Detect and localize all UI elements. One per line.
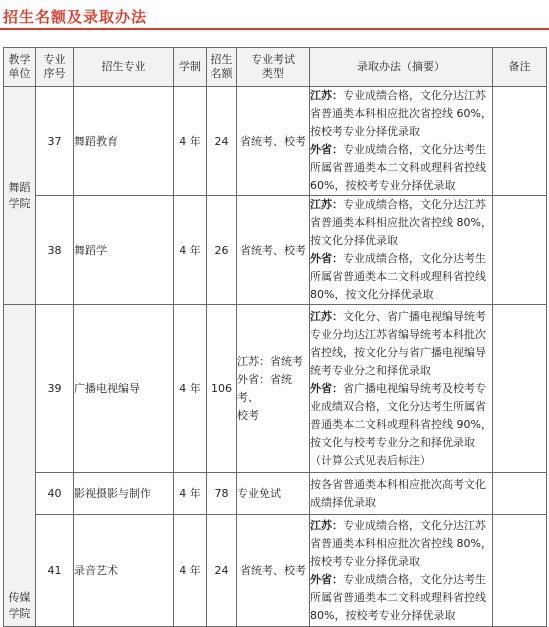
header-seq: 专业 序号 [36, 48, 74, 87]
header-duration: 学制 [174, 48, 207, 87]
method-label-other: 外省： [310, 252, 343, 265]
note-cell [493, 473, 547, 515]
header-dept: 教学 单位 [4, 48, 36, 87]
table-row [4, 87, 547, 196]
major-cell: 舞蹈学 [74, 196, 174, 305]
method-label-jiangsu: 江苏： [310, 89, 343, 102]
quota-cell: 24 [207, 87, 237, 196]
major-cell: 广播电视编导 [74, 305, 174, 473]
quota-cell: 78 [207, 473, 237, 515]
method-label-jiangsu: 江苏： [310, 198, 343, 211]
method-cell [310, 87, 493, 196]
note-cell [493, 515, 547, 627]
method-cell [310, 515, 493, 627]
dept-cell-media: 传媒 学院 [4, 305, 36, 627]
note-cell [493, 196, 547, 305]
duration-cell: 4 年 [174, 196, 207, 305]
admission-table [3, 47, 547, 627]
header-major: 招生专业 [74, 48, 174, 87]
method-cell [310, 305, 493, 473]
duration-cell: 4 年 [174, 305, 207, 473]
major-cell: 影视摄影与制作 [74, 473, 174, 515]
major-cell: 舞蹈教育 [74, 87, 174, 196]
seq-cell: 37 [36, 87, 74, 196]
method-text-jiangsu: 专业成绩合格，文化分达江苏省普通类本科相应批次省控线 80%，按文化分择优录取 [310, 198, 492, 247]
page-title: 招生名额及录取办法 [3, 8, 148, 26]
seq-cell: 39 [36, 305, 74, 473]
header-row [4, 48, 547, 87]
table-row [4, 305, 547, 473]
method-text-jiangsu: 专业成绩合格，文化分达江苏省普通类本科相应批次省控线 80%，按校考专业分择优录取 [310, 518, 492, 568]
header-method: 录取办法（摘要） [310, 48, 493, 87]
method-cell [310, 196, 493, 305]
header-quota: 招生 名额 [207, 48, 237, 87]
header-exam-type: 专业考试 类型 [237, 48, 310, 87]
seq-cell: 40 [36, 473, 74, 515]
method-text-other: 专业成绩合格，文化分达考生所属省普通类本二文科或理科省控线 60%，按校考专业分择优录取 [310, 143, 486, 192]
quota-cell: 24 [207, 515, 237, 627]
method-label-jiangsu: 江苏： [310, 518, 343, 532]
exam-type-cell: 省统考、校考 [237, 196, 310, 305]
method-text-jiangsu: 文化分、省广播电视编导统考专业分均达江苏省编导统考本科批次省控线，按文化分与省广播电视编导统考专业分之和择优录取 [310, 309, 486, 377]
method-text-jiangsu: 专业成绩合格，文化分达江苏省普通类本科相应批次省控线 60%，按校考专业分择优录取 [310, 89, 492, 138]
duration-cell: 4 年 [174, 473, 207, 515]
quota-cell: 106 [207, 305, 237, 473]
method-text-other: 专业成绩合格，文化分达考生所属省普通类本二文科或理科省控线 80%，按文化分择优录取 [310, 252, 486, 301]
major-cell: 录音艺术 [74, 515, 174, 627]
exam-type-cell: 江苏：省统考 外省：省统考、 校考 [237, 305, 310, 473]
exam-type-cell: 省统考、校考 [237, 87, 310, 196]
table-row [4, 196, 547, 305]
duration-cell: 4 年 [174, 515, 207, 627]
note-cell [493, 305, 547, 473]
table-row [4, 473, 547, 515]
note-cell [493, 87, 547, 196]
method-cell: 按各省普通类本科相应批次高考文化成绩择优录取 [310, 473, 493, 515]
table-row [4, 515, 547, 627]
method-text-other: 专业成绩合格，文化分达考生所属省普通类本二文科或理科省控线 80%，按校考专业分择优录取 [310, 572, 486, 622]
method-label-other: 外省： [310, 381, 343, 395]
section-header [0, 0, 549, 34]
exam-type-cell: 省统考、校考 [237, 515, 310, 627]
seq-cell: 41 [36, 515, 74, 627]
quota-cell: 26 [207, 196, 237, 305]
dept-cell-dance: 舞蹈 学院 [4, 87, 36, 305]
method-text-other: 省广播电视编导统考及校考专业成绩双合格，文化分达考生所属省普通类本二文科或理科省控线 90%，按文化与校考专业分之和择优录取（计算公式见表后标注） [310, 381, 492, 467]
method-label-other: 外省： [310, 143, 343, 156]
method-label-jiangsu: 江苏： [310, 309, 343, 323]
header-note: 备注 [493, 48, 547, 87]
exam-type-cell: 专业免试 [237, 473, 310, 515]
seq-cell: 38 [36, 196, 74, 305]
title-underline [0, 28, 549, 30]
duration-cell: 4 年 [174, 87, 207, 196]
method-label-other: 外省： [310, 572, 343, 586]
